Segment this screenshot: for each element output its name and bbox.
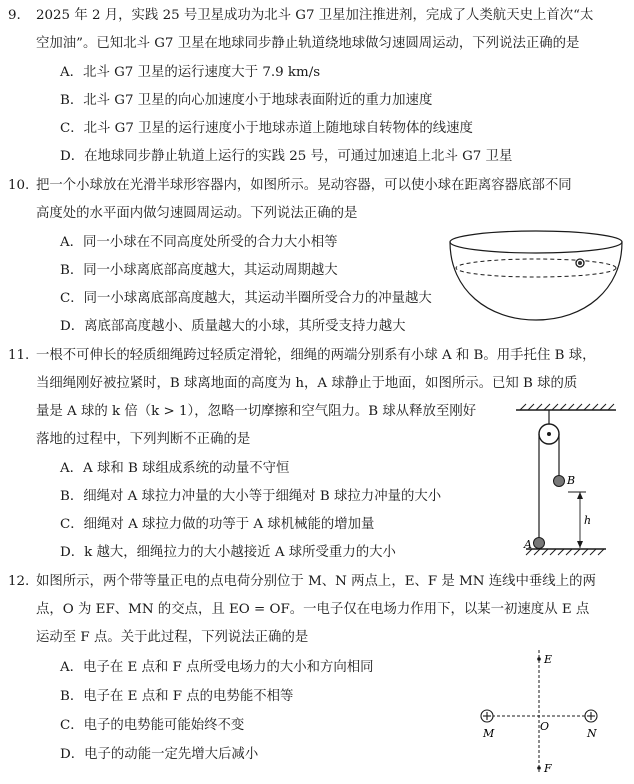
q12-stem-line-1: 如图所示，两个带等量正电的点电荷分别位于 M、N 两点上，E、F 是 MN 连线中垂线上的两: [36, 574, 596, 589]
q12-option-c: C．电子的电势能可能始终不变: [60, 718, 245, 733]
q10-option-c: C．同一小球离底部高度越大，其运动半圈所受合力的冲量越大: [60, 291, 432, 306]
q10-option-b: B．同一小球离底部高度越大，其运动周期越大: [60, 263, 338, 278]
h-arrow-up: [577, 492, 583, 499]
q9-option-d: D．在地球同步静止轨道上运行的实践 25 号，可通过加速追上北斗 G7 卫星: [60, 149, 513, 164]
label-h: h: [584, 514, 592, 527]
circular-path-dashed: [456, 259, 616, 277]
pulley-axle: [547, 432, 551, 436]
label-a: A: [524, 538, 532, 551]
q11-option-c: C．细绳对 A 球拉力做的功等于 A 球机械能的增加量: [60, 517, 375, 532]
q10-stem-line-2: 高度处的水平面内做匀速圆周运动。下列说法正确的是: [36, 206, 358, 221]
q12-number: 12.: [8, 574, 30, 589]
q12-option-a: A．电子在 E 点和 F 点所受电场力的大小和方向相同: [60, 660, 374, 675]
q12-option-d: D．电子的动能一定先增大后减小: [60, 747, 259, 762]
label-e: E: [544, 653, 553, 666]
q11-option-a: A．A 球和 B 球组成系统的动量不守恒: [60, 461, 290, 476]
q9-option-b: B．北斗 G7 卫星的向心加速度小于地球表面附近的重力加速度: [60, 93, 433, 108]
q11-option-d: D．k 越大，细绳拉力的大小越接近 A 球所受重力的大小: [60, 545, 396, 560]
q10-option-d: D．离底部高度越小、质量越大的小球，其所受支持力越大: [60, 319, 406, 334]
label-f: F: [544, 762, 552, 775]
point-f: [537, 766, 541, 770]
q9-option-a: A．北斗 G7 卫星的运行速度大于 7.9 km/s: [60, 65, 321, 80]
ball-b: [554, 476, 565, 487]
q9-stem-line-2: 空加油”。已知北斗 G7 卫星在地球同步静止轨道绕地球做匀速圆周运动，下列说法正确的是: [36, 36, 580, 51]
q12-stem-line-2: 点，O 为 EF、MN 的交点，且 EO = OF。一电子仅在电场力作用下，以某一初速度从 E 点: [36, 602, 590, 617]
q10-option-a: A．同一小球在不同高度处所受的合力大小相等: [60, 235, 338, 250]
q10-stem-line-1: 把一个小球放在光滑半球形容器内，如图所示。晃动容器，可以使小球在距离容器底部不同: [36, 178, 572, 193]
hemisphere-bowl-figure: [448, 228, 624, 324]
label-b: B: [567, 474, 576, 487]
q11-option-b: B．细绳对 A 球拉力冲量的大小等于细绳对 B 球拉力冲量的大小: [60, 489, 442, 504]
charges-figure: [470, 644, 610, 780]
label-m: M: [483, 727, 495, 740]
bowl-rim: [450, 231, 622, 253]
q11-stem-line-2: 当细绳刚好被拉紧时，B 球离地面的高度为 h，A 球静止于地面，如图所示。已知 B 球的质: [36, 376, 578, 391]
ball-a: [534, 538, 545, 549]
ball-core: [578, 261, 582, 265]
ground-hatching: [526, 549, 604, 555]
q9-number: 9.: [8, 8, 21, 23]
bowl-body: [450, 242, 622, 320]
q11-number: 11.: [8, 348, 30, 363]
q11-stem-line-4: 落地的过程中，下列判断不正确的是: [36, 432, 251, 447]
q12-stem-line-3: 运动至 F 点。关于此过程，下列说法正确的是: [36, 630, 309, 645]
q12-option-b: B．电子在 E 点和 F 点的电势能不相等: [60, 689, 294, 704]
q11-stem-line-1: 一根不可伸长的轻质细绳跨过轻质定滑轮，细绳的两端分别系有小球 A 和 B。用手托住 B 球，: [36, 348, 596, 363]
h-arrow-down: [577, 541, 583, 548]
q11-stem-line-3: 量是 A 球的 k 倍（k > 1），忽略一切摩擦和空气阻力。B 球从释放至刚好: [36, 404, 477, 419]
q9-stem-line-1: 2025 年 2 月，实践 25 号卫星成功为北斗 G7 卫星加注推进剂，完成了人类航天史上首次“太: [36, 8, 594, 23]
q9-option-c: C．北斗 G7 卫星的运行速度小于地球赤道上随地球自转物体的线速度: [60, 121, 473, 136]
ceiling-hatching: [520, 404, 614, 410]
pulley-figure: [510, 402, 622, 558]
point-e: [537, 657, 541, 661]
q10-number: 10.: [8, 178, 30, 193]
label-o: O: [540, 720, 550, 733]
label-n: N: [587, 727, 597, 740]
